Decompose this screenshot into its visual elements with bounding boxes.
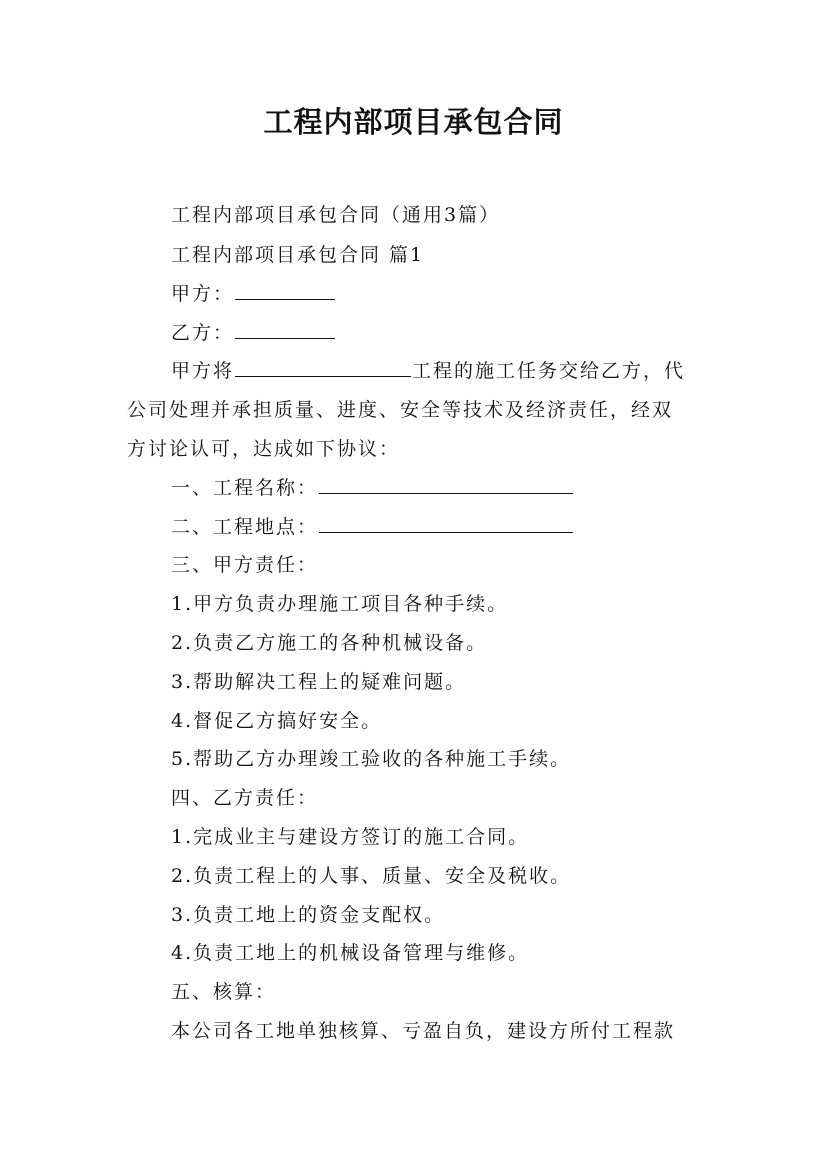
item5-text: 本公司各工地单独核算、亏盈自负，建设方所付工程款 <box>171 1020 676 1042</box>
intro-prefix: 甲方将 <box>171 360 235 382</box>
intro-suffix: 工程的施工任务交给乙方，代 <box>412 360 686 382</box>
project-location-blank <box>319 514 573 533</box>
party-a-label: 甲方： <box>171 283 235 305</box>
item2-line <box>171 512 751 539</box>
party-a-blank <box>235 281 335 300</box>
item4-list-item: 1.完成业主与建设方签订的施工合同。 <box>171 826 530 848</box>
section-heading: 工程内部项目承包合同 篇1 <box>171 244 425 266</box>
intro-line-2: 公司处理并承担质量、进度、安全等技术及经济责任，经双 <box>127 399 674 421</box>
project-name-blank <box>319 475 573 494</box>
document-subtitle: 工程内部项目承包合同（通用3篇） <box>171 204 501 226</box>
party-b-label: 乙方： <box>171 322 235 344</box>
item3-list-item: 1.甲方负责办理施工项目各种手续。 <box>171 593 509 615</box>
item4-list-item: 3.负责工地上的资金支配权。 <box>171 904 446 926</box>
item1-line <box>171 473 751 500</box>
item3-list-item: 5.帮助乙方办理竣工验收的各种施工手续。 <box>171 748 572 770</box>
item3-list-item: 2.负责乙方施工的各种机械设备。 <box>171 632 488 654</box>
party-a-line <box>171 279 751 306</box>
project-blank <box>235 358 411 377</box>
item4-heading: 四、乙方责任： <box>171 787 319 809</box>
item3-list-item: 4.督促乙方搞好安全。 <box>171 710 383 732</box>
item3-list-item: 3.帮助解决工程上的疑难问题。 <box>171 671 467 693</box>
party-b-blank <box>235 320 335 339</box>
item3-heading: 三、甲方责任： <box>171 554 319 576</box>
item4-list-item: 2.负责工程上的人事、质量、安全及税收。 <box>171 865 572 887</box>
document-title: 工程内部项目承包合同 <box>263 105 564 139</box>
item5-heading: 五、核算： <box>171 981 277 1003</box>
item1-label: 一、工程名称： <box>171 477 319 499</box>
intro-line-1 <box>171 356 751 383</box>
party-b-line <box>171 318 751 345</box>
intro-line-3: 方讨论认可，达成如下协议： <box>127 438 401 460</box>
item4-list-item: 4.负责工地上的机械设备管理与维修。 <box>171 942 530 964</box>
item2-label: 二、工程地点： <box>171 516 319 538</box>
